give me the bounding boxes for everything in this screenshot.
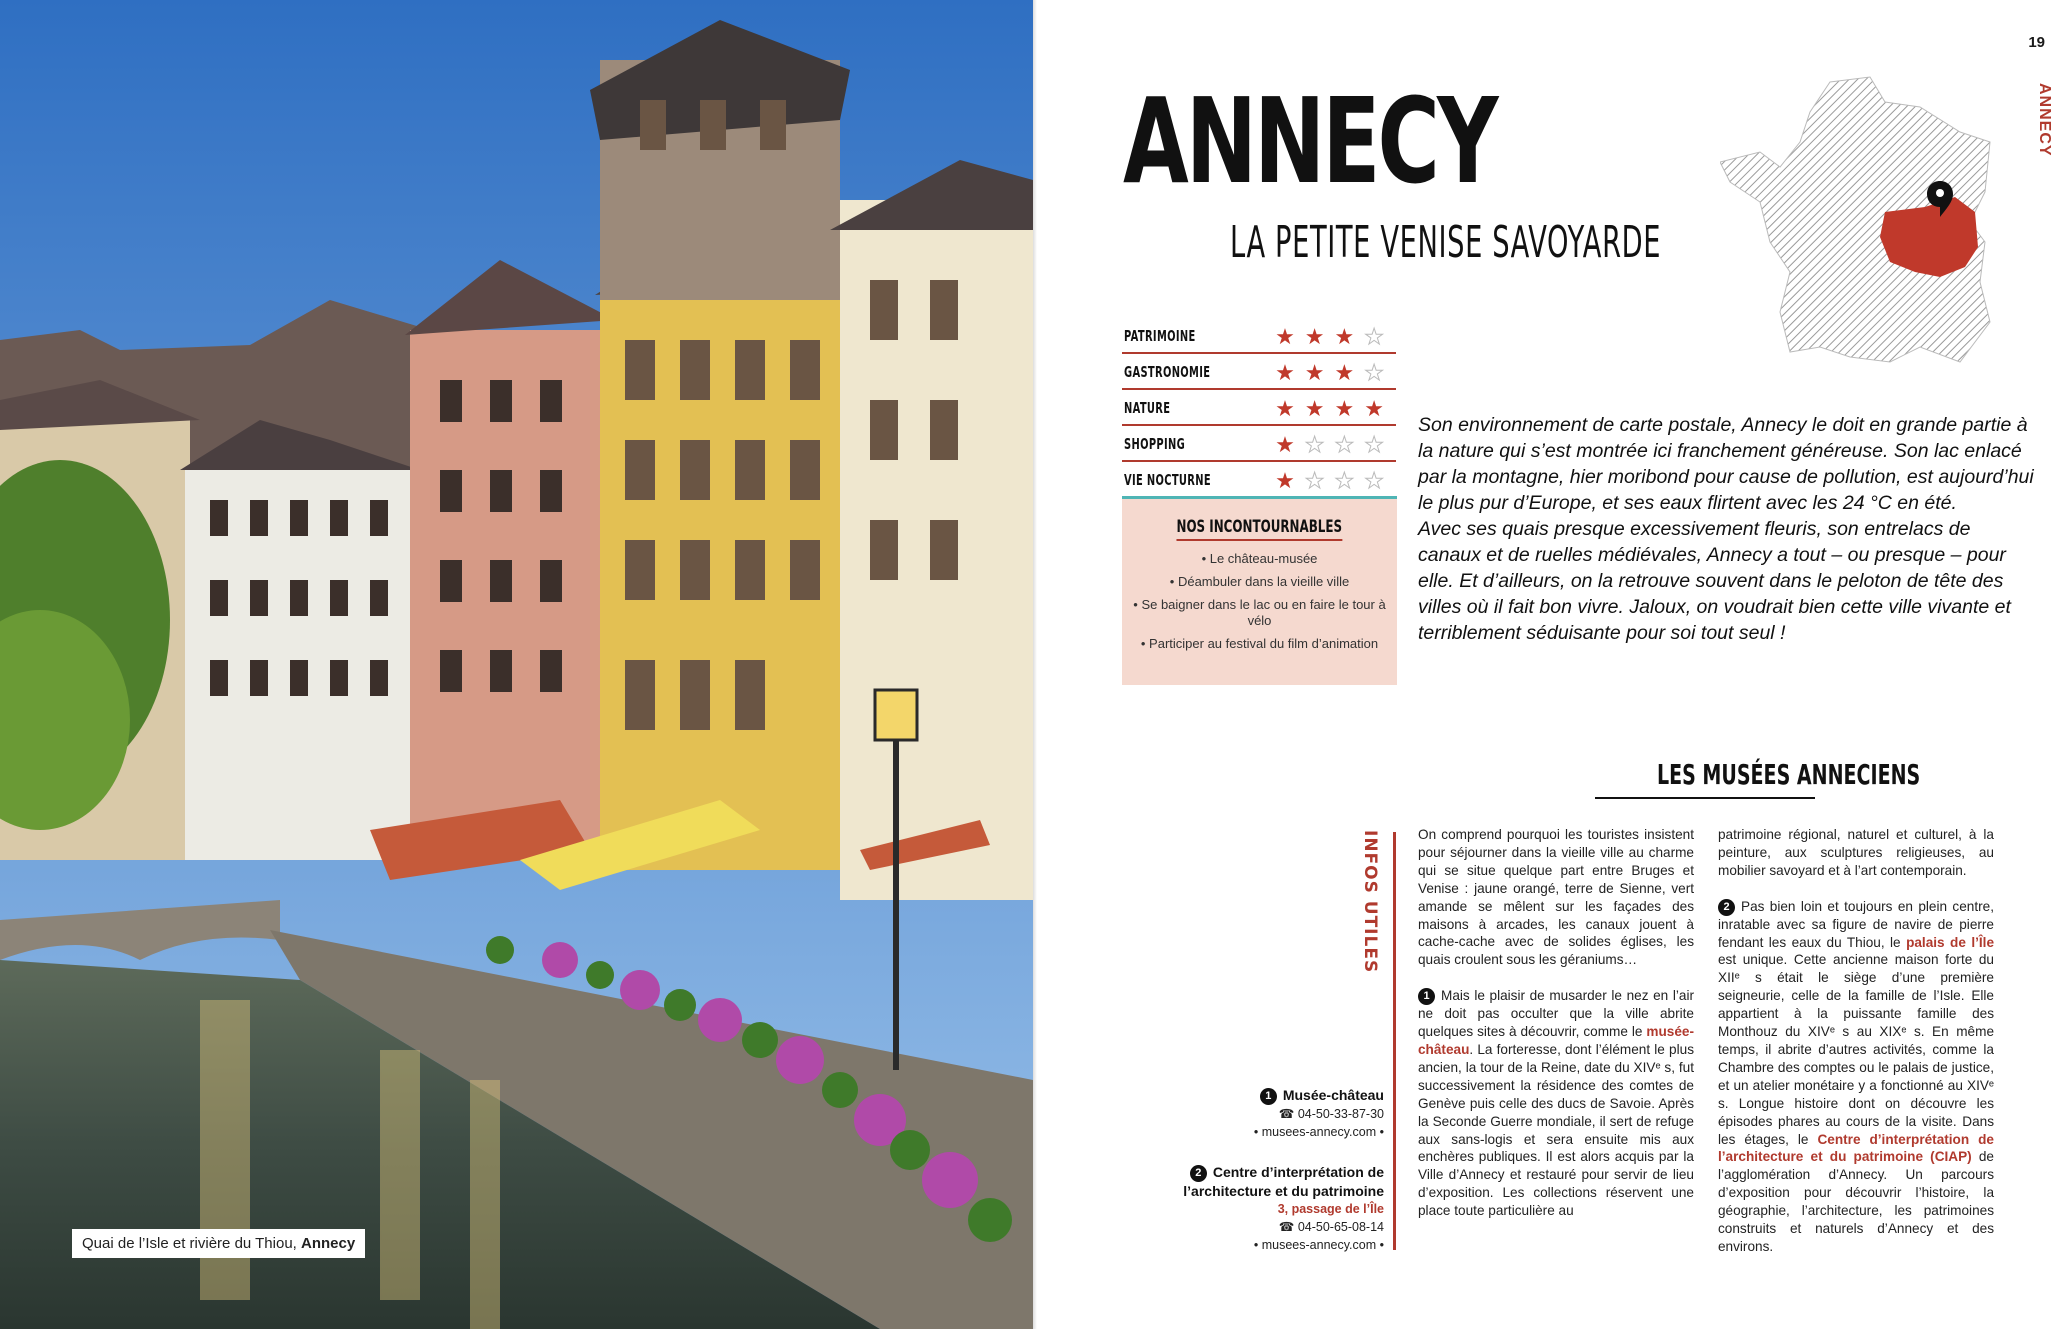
rating-stars	[1275, 324, 1394, 350]
rating-row	[1122, 426, 1396, 462]
infos-utiles	[1120, 1086, 1384, 1276]
star-empty-icon: ★	[1304, 468, 1335, 493]
rating-label: NATURE	[1124, 399, 1171, 417]
info-phone: ☎ 04-50-65-08-14	[1278, 1219, 1384, 1234]
rating-stars	[1275, 360, 1394, 386]
info-block	[1120, 1163, 1384, 1254]
rating-label: PATRIMOINE	[1124, 327, 1196, 345]
intro-paragraph: Avec ses quais presque excessivement fleuris, son entrelacs de canaux et de ruelles médiévales, Annecy a tout – ou presque – pour elle. Et d’ailleurs, on la retrouve souvent dans le peloton de tête des villes où il fait bon vivre. Jaloux, on voudrait bien cette ville vivante et terriblement séduisante pour soi tout seul !	[1418, 518, 2011, 644]
rating-row	[1122, 390, 1396, 426]
highlight-link: musée-château	[1418, 1024, 1694, 1057]
list-item: • Déambuler dans la vieille ville	[1132, 574, 1387, 590]
page-number: 19	[2028, 34, 2045, 51]
highlight-link: palais de l’Île	[1906, 934, 1995, 950]
info-website[interactable]: • musees-annecy.com •	[1253, 1237, 1384, 1252]
star-filled-icon: ★	[1334, 360, 1365, 385]
page-gutter	[1033, 0, 1037, 1329]
star-filled-icon: ★	[1275, 468, 1305, 493]
star-filled-icon: ★	[1364, 396, 1394, 421]
must-sees-list	[1132, 551, 1387, 659]
ratings-table	[1122, 318, 1396, 498]
body-paragraph: 1 Mais le plaisir de musarder le nez en l’air ne doit pas occulter que la ville abrite quelques sites à découvrir, comme le musée-château. La forteresse, dont l’élément le plus ancien, la tour de la Reine, date du XIVᵉ s, fut successivement la résidence des comtes de Genève puis celle des ducs de Savoie. Après la Seconde Guerre mondiale, il sert de refuge aux sans-logis et sera ensuite mis aux enchères publiques. Il est alors acquis par la Ville d’Annecy et restauré pour servir de lieu d’exposition. Les collections réservent une place toute particulière au	[1418, 988, 1694, 1219]
star-empty-icon: ★	[1304, 432, 1335, 457]
body-paragraph: On comprend pourquoi les touristes insistent pour séjourner dans la vieille ville au charme qui se situe quelque part entre Bruges et Venise : jaune orangé, terre de Sienne, vert amande se mêlent sur les façades des maisons à arcades, les canaux jouent à cache-cache avec de solides églises, les quais croulent sous les géraniums…	[1418, 827, 1694, 968]
info-website[interactable]: • musees-annecy.com •	[1253, 1124, 1384, 1139]
rating-label: GASTRONOMIE	[1124, 363, 1211, 381]
side-tab: ANNECY	[2036, 83, 2053, 157]
info-address: 3, passage de l’Île	[1277, 1201, 1384, 1216]
star-empty-icon: ★	[1364, 468, 1394, 493]
star-empty-icon: ★	[1334, 432, 1365, 457]
annecy-canal-photo	[0, 0, 1033, 1329]
body-paragraph: 2 Pas bien loin et toujours en plein centre, inratable avec sa figure de navire de pierre fendant les eaux du Thiou, le palais de l’Île est unique. Cette ancienne maison forte du XIIᵉ s était le siège d’une première seigneurie, celle de la famille de l’Isle. Elle appartient à la puissante famille des Monthouz du XIVᵉ s au XIXᵉ s. En même temps, il abrite d’autres activités, comme la Chambre des comptes ou le palais de justice, et un atelier monétaire y a fonctionné au XIVᵉ s. Longue histoire dont on découvre les épisodes phares au cours de la visite. Dans les étages, le Centre d’interprétation de l’architecture et du patrimoine (CIAP) de l’agglomération d’Annecy. Un parcours d’exposition pour découvrir l’histoire, la géographie, l’architecture, les patrimoines construits et naturels d’Annecy et des environs.	[1718, 898, 1995, 1254]
intro-text	[1418, 412, 2038, 646]
star-filled-icon: ★	[1304, 324, 1335, 349]
star-filled-icon: ★	[1275, 360, 1305, 385]
list-item: • Participer au festival du film d’animation	[1132, 636, 1387, 652]
star-filled-icon: ★	[1334, 324, 1365, 349]
canal-illustration	[0, 0, 1033, 1329]
marker-number-icon: 2	[1718, 899, 1735, 916]
page-subtitle: LA PETITE VENISE SAVOYARDE	[1230, 217, 1662, 268]
rating-row	[1122, 354, 1396, 390]
star-filled-icon: ★	[1275, 396, 1305, 421]
list-item: • Se baigner dans le lac ou en faire le tour à vélo	[1132, 597, 1387, 629]
list-item: • Le château-musée	[1132, 551, 1387, 567]
intro-paragraph: Son environnement de carte postale, Annecy le doit en grande partie à la nature qui s’est montrée ici franchement généreuse. Son lac enlacé par la montagne, hier moribond pour cause de pollution, est aujourd’hui le plus pur d’Europe, et ses eaux flirtent avec les 24 °C en été.	[1418, 414, 2034, 514]
info-block	[1120, 1086, 1384, 1141]
rating-stars	[1275, 468, 1394, 494]
infos-label: INFOS UTILES	[1360, 830, 1380, 974]
star-empty-icon: ★	[1364, 324, 1394, 349]
rating-stars	[1275, 396, 1394, 422]
rating-stars	[1275, 432, 1394, 458]
star-filled-icon: ★	[1304, 396, 1335, 421]
marker-number-icon: 1	[1260, 1088, 1277, 1105]
star-empty-icon: ★	[1334, 468, 1365, 493]
body-paragraph: patrimoine régional, naturel et culturel, à la peinture, aux sculptures religieuses, au mobilier savoyard et à l’art contemporain.	[1718, 827, 1994, 878]
rating-label: VIE NOCTURNE	[1124, 471, 1211, 489]
marker-number-icon: 2	[1190, 1165, 1207, 1182]
highlight-link: Centre d’interprétation de l’architecture et du patrimoine (CIAP)	[1718, 1131, 1994, 1165]
star-empty-icon: ★	[1364, 360, 1394, 385]
info-phone: ☎ 04-50-33-87-30	[1278, 1106, 1384, 1121]
star-filled-icon: ★	[1275, 432, 1305, 457]
rating-row	[1122, 318, 1396, 354]
france-map	[1720, 72, 2010, 382]
star-filled-icon: ★	[1275, 324, 1305, 349]
info-name: 2 Centre d’interprétation de l’architecture et du patrimoine	[1183, 1163, 1384, 1199]
star-filled-icon: ★	[1304, 360, 1335, 385]
star-filled-icon: ★	[1334, 396, 1365, 421]
rating-label: SHOPPING	[1124, 435, 1186, 453]
section-heading: LES MUSÉES ANNECIENS	[1595, 758, 1815, 799]
page-title: ANNECY	[1123, 72, 1496, 210]
marker-number-icon: 1	[1418, 988, 1435, 1005]
rating-row	[1122, 462, 1396, 498]
must-sees-title: NOS INCONTOURNABLES	[1122, 517, 1397, 541]
body-column-1	[1418, 826, 1694, 1238]
must-sees-box	[1122, 496, 1397, 685]
body-column-2	[1718, 826, 1994, 1274]
info-name: 1 Musée-château	[1120, 1086, 1384, 1105]
photo-caption: Quai de l’Isle et rivière du Thiou, Annecy	[72, 1229, 365, 1258]
infos-divider	[1393, 832, 1396, 1250]
star-empty-icon: ★	[1364, 432, 1394, 457]
